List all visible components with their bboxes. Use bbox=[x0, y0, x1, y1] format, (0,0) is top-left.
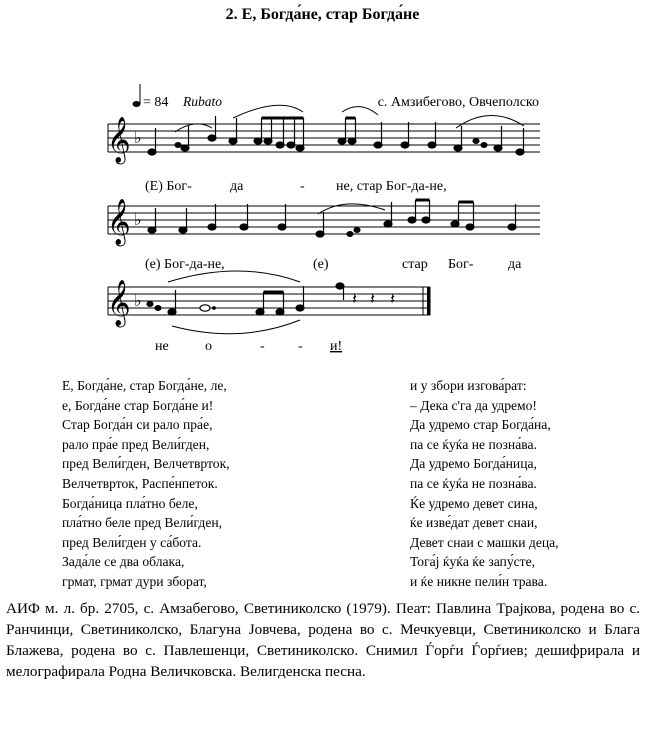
svg-text:не: не bbox=[155, 339, 169, 354]
tempo-mark: Rubato bbox=[183, 94, 222, 109]
source-note: АИФ м. л. бр. 2705, с. Амзабегово, Светиниколско (1979). Пеат: Павлина Трајкова, родена во с. Ранчинци, Светиниколско, Благуна Јовчева, родена во с. Мечкуевци, Светиниколско и Блага Блажева, родена во с. Павлешенци, Светиниколско. Снимил Ѓорѓи Ѓорѓиев; дешифрирала и мелографирала Родна Величковска. Велигденска песна. bbox=[6, 600, 640, 680]
lyrics-line-3 bbox=[155, 339, 342, 354]
svg-text:𝄽: 𝄽 bbox=[390, 291, 395, 308]
verse-line: грмат, грмат дури зборат, bbox=[62, 573, 207, 589]
verse-left-column bbox=[62, 376, 230, 592]
verse-line: Тога́ј ќуќа ќе запу́сте, bbox=[410, 554, 536, 570]
verse-line: Стар Богда́н си рало пра́е, bbox=[62, 417, 213, 433]
verse-line: Богда́ница пла́тно беле, bbox=[62, 495, 198, 511]
verse-line: Зада́ле се два облака, bbox=[62, 554, 185, 570]
verse-line: Велчетврток, Распе́нпеток. bbox=[62, 475, 218, 491]
treble-clef-icon: 𝄞 bbox=[107, 117, 131, 162]
svg-text:не, стар Бог-да-не,: не, стар Бог-да-не, bbox=[336, 179, 447, 194]
svg-text:𝄽: 𝄽 bbox=[352, 291, 357, 308]
treble-clef-icon: 𝄞 bbox=[107, 199, 131, 244]
verse-right-column bbox=[410, 376, 559, 592]
tempo-value: = 84 bbox=[143, 95, 169, 110]
verse-line: Да удремо стар Богда́на, bbox=[410, 417, 551, 433]
svg-text:(е): (е) bbox=[313, 257, 329, 272]
flat-sign-icon: ♭ bbox=[134, 293, 142, 310]
verse-line: ќе изве́дат девет снаи, bbox=[410, 515, 538, 531]
location-label: с. Амзибегово, Овчеполско bbox=[377, 95, 539, 110]
verse-line: Да удремо Богда́ница, bbox=[410, 456, 537, 472]
verse-line: рало пра́е пред Вели́гден, bbox=[62, 436, 210, 452]
svg-text:(Е) Бог-: (Е) Бог- bbox=[145, 179, 192, 194]
treble-clef-icon: 𝄞 bbox=[107, 280, 131, 325]
svg-text:-: - bbox=[298, 339, 303, 354]
svg-text:и!: и! bbox=[330, 339, 343, 354]
verse-line: и ќе никне пели́н трава. bbox=[410, 573, 548, 589]
flat-sign-icon: ♭ bbox=[134, 130, 142, 147]
verse-line: е, Богда́не стар Богда́не и! bbox=[62, 397, 214, 413]
verse-line: – Дека с'га да удремо! bbox=[410, 397, 537, 413]
svg-text:да: да bbox=[508, 257, 522, 272]
svg-text:𝄽: 𝄽 bbox=[370, 291, 375, 308]
verse-line: па се ќуќа не позна́ва. bbox=[410, 475, 537, 491]
svg-text:о: о bbox=[205, 339, 212, 354]
svg-text:да: да bbox=[230, 179, 244, 194]
verse-line: Девет снаи с машки деца, bbox=[410, 534, 559, 550]
svg-text:-: - bbox=[260, 339, 265, 354]
verse-line: пред Вели́гден у са́бота. bbox=[62, 534, 202, 550]
staff-1 bbox=[107, 105, 540, 165]
verse-line: и у збори изгова́рат: bbox=[410, 378, 527, 393]
verse-line: Е, Богда́не, стар Богда́не, ле, bbox=[62, 378, 227, 393]
tempo-marking bbox=[133, 84, 223, 110]
verse-line: па се ќуќа не позна́ва. bbox=[410, 436, 537, 452]
svg-text:Бог-: Бог- bbox=[448, 257, 474, 272]
svg-text:-: - bbox=[300, 179, 305, 194]
verse-line: Ќе удремо девет сина, bbox=[410, 495, 538, 511]
svg-text:стар: стар bbox=[402, 257, 428, 272]
lyrics-line-2 bbox=[145, 257, 522, 272]
lyrics-line-1 bbox=[145, 179, 447, 194]
flat-sign-icon: ♭ bbox=[134, 212, 142, 229]
verse-line: пред Вели́гден, Велчетврток, bbox=[62, 456, 230, 472]
staff-3 bbox=[107, 271, 431, 334]
svg-text:(е) Бог-да-не,: (е) Бог-да-не, bbox=[145, 257, 225, 272]
staff-2 bbox=[107, 199, 540, 247]
verse-line: пла́тно беле пред Вели́гден, bbox=[62, 515, 223, 531]
song-title: 2. Е, Богда́не, стар Богда́не bbox=[225, 6, 420, 23]
